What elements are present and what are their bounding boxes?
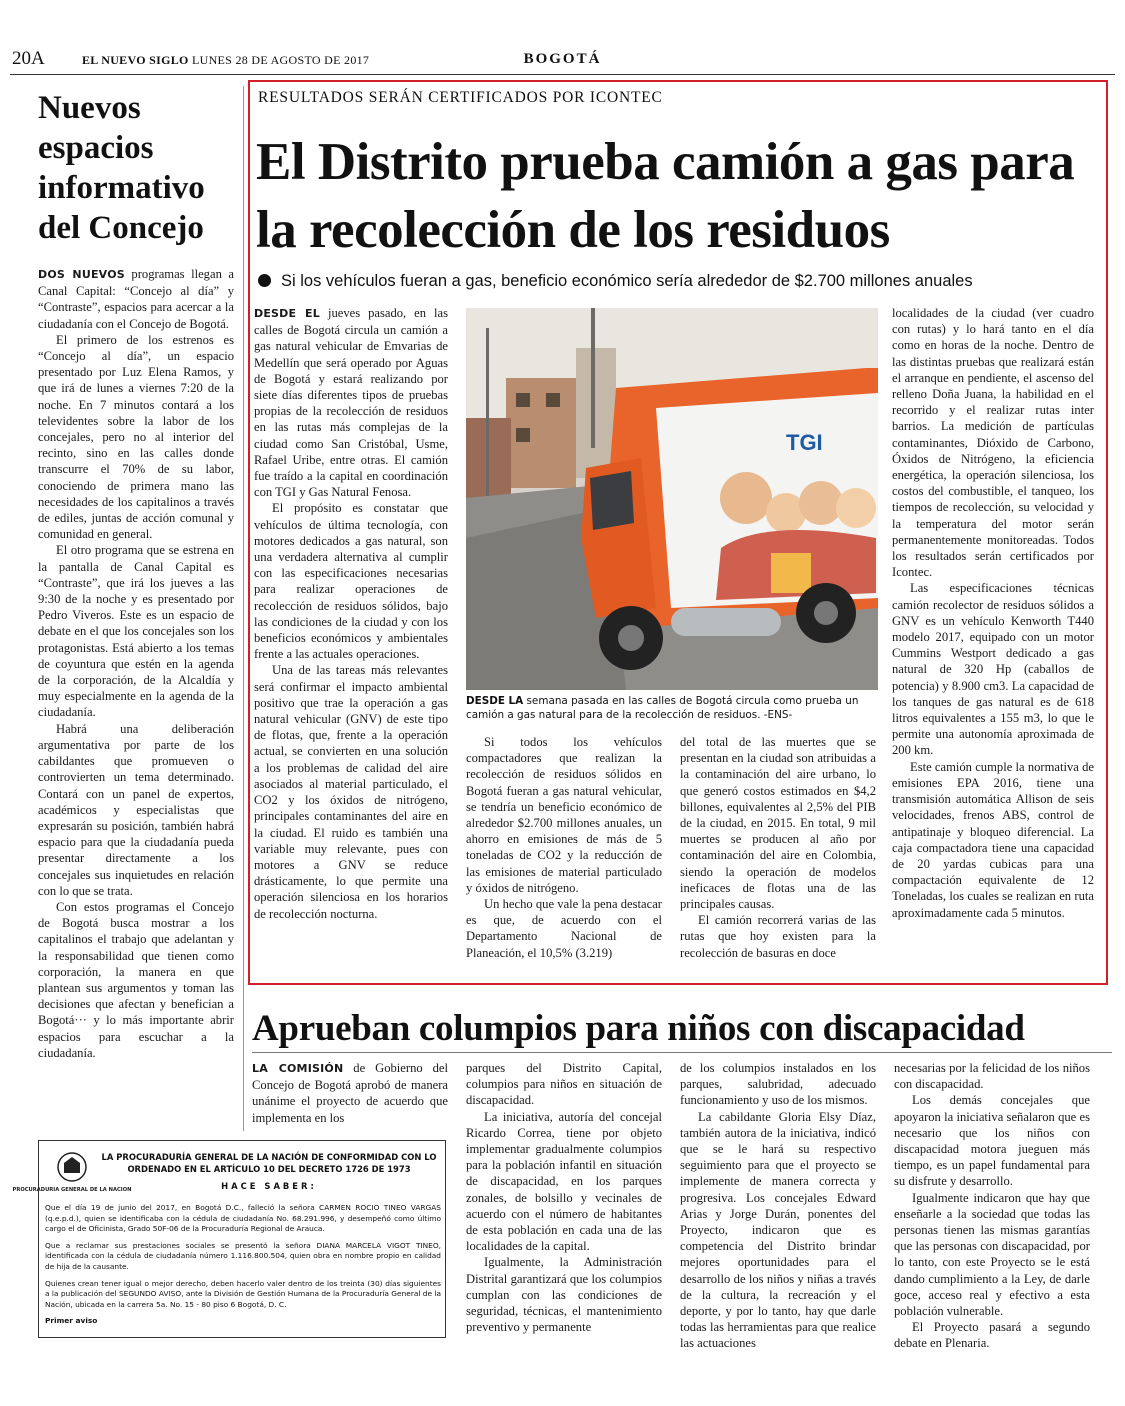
article-paragraph: DESDE EL jueves pasado, en las calles de Bogotá circula un camión a gas natural vehicular de Emvarias de Medellín que será operado por Aguas de Bogotá y estará realizando por siete días diferentes tipos de pruebas propias de la recolección de residuos en las rutas más complejas de la ciudad como San Cristóbal, Usme, Rafael Uribe, entre otras. El camión fue traído a la capital en coordinación con TGI y Gas Natural Fenosa. xyxy=(254,306,448,500)
article-paragraph: El camión recorrerá varias de las rutas que hoy existen para la recolección de basuras en doce xyxy=(680,913,876,960)
headline-rule xyxy=(252,1052,1112,1053)
legal-notice-title: LA PROCURADURÍA GENERAL DE LA NACIÓN DE CONFORMIDAD CON LO ORDENADO EN EL ARTÍCULO 10 DEL DECRETO 1726 DE 1973 xyxy=(101,1152,437,1174)
left-article-paragraph: DOS NUEVOS programas llegan a Canal Capital: “Concejo al día” y “Contraste”, espacios para acercar a la ciudadanía con el Concejo de Bogotá. xyxy=(38,267,234,331)
article-kicker: RESULTADOS SERÁN CERTIFICADOS POR ICONTEC xyxy=(258,89,663,106)
seal-label: PROCURADURIA GENERAL DE LA NACION xyxy=(12,1187,132,1193)
legal-notice-paragraph: Que el día 19 de junio del 2017, en Bogotá D.C., falleció la señora CARMEN ROCIO TINEO VARGAS (q.e.p.d.), quien se identificaba con la cédula de ciudadanía No. 68.291.996, y desempeñó como último cargo el de Oficinista, Grado 50F-06 de la Procuraduría Regional de Arauca. xyxy=(45,1203,441,1234)
left-article-body xyxy=(38,266,234,1061)
article-paragraph: El propósito es constatar que vehículos de última tecnología, con motores dedicados a gas natural, son una verdadera alternativa al cumplir con las especificaciones necesarias para realizar operaciones de recolección de residuos sólidos, bajo las condiciones de la ciudad y con los beneficios económicos y ambientales frente a las actuales operaciones. xyxy=(254,501,448,662)
legal-notice xyxy=(12,1140,446,1338)
left-article-paragraph: Habrá una deliberación argumentativa por parte de los cabildantes que promueven o controvierten un tema determinado. Contará con un panel de expertos, académicos y especialistas que expresarán su posición, también habrá espacio para que la ciudadanía pueda presentar directamente a los concejales sus inquietudes en relación con lo que se trata. xyxy=(38,721,234,898)
photo-caption: DESDE LA semana pasada en las calles de Bogotá circula como prueba un camión a gas natural para de la recolección de residuos. -ENS- xyxy=(466,695,859,721)
left-article-paragraph: El primero de los estrenos es “Concejo al día”, un espacio presentado por Luz Elena Ramos, y que irá de lunes a viernes 7:20 de la noche. En 7 minutos contará a los televidentes sobre la labor de los concejales, pero no al interior del recinto, sino en las calles donde transcurre el 70% de su labor, conociendo de primera mano las necesidades de los capitalinos a través de ediles, juntas de acción comunal y comunidad en general. xyxy=(38,332,234,542)
garbage-truck-photo xyxy=(466,308,878,690)
article-paragraph: del total de las muertes que se presentan en la ciudad son atribuidas a la contaminación del aire urbano, lo que generó costos estimados en $4,2 billones, equivalentes al 2,5% del PIB de la ciudad, en 2015. En total, 9 mil muertes se producen al año por contaminación del aire en Colombia, siendo la operación de modelos ineficaces de flotas una de las principales causas. xyxy=(680,735,876,912)
main-article-column-3 xyxy=(680,734,876,961)
left-article-title: Nuevos espacios informativo del Concejo xyxy=(38,90,205,246)
issue-date: LUNES 28 DE AGOSTO DE 2017 xyxy=(191,53,370,67)
truck-logo: TGI xyxy=(786,430,823,455)
article-paragraph: LA COMISIÓN de Gobierno del Concejo de Bogotá aprobó de manera unánime el proyecto de acuerdo que implementa en los xyxy=(252,1061,448,1125)
caption-lead: DESDE LA xyxy=(466,695,524,707)
main-article-column-1 xyxy=(254,305,448,922)
main-headline: El Distrito prueba camión a gas para la recolección de los residuos xyxy=(256,133,1075,259)
article-paragraph: Igualmente, la Administración Distrital garantizará que los columpios cumplan con las condiciones de seguridad, técnicas, el mantenimiento preventivo y permanente xyxy=(466,1255,662,1335)
section-title: BOGOTÁ xyxy=(523,51,602,67)
left-article-paragraph: El otro programa que se estrena en la pantalla de Canal Capital es “Contraste”, que irá los jueves a las 9:30 de la noche y es presentado por Pedro Viveros. Este es un espacio de debate en el que los concejales son los protagonistas. Está abierto a los temas de coyuntura que estén en la agenda de la corporación, de la Alcaldía y muy especialmente en la agenda de la ciudadanía. xyxy=(38,543,234,720)
second-headline: Aprueban columpios para niños con discapacidad xyxy=(252,1008,1025,1049)
article-paragraph: El Proyecto pasará a segundo debate en Plenaria. xyxy=(894,1320,1090,1351)
page-number: 20A xyxy=(12,48,45,69)
article-paragraph: parques del Distrito Capital, columpios para niños en situación de discapacidad. xyxy=(466,1061,662,1108)
main-subhead: Si los vehículos fueran a gas, beneficio económico sería alrededor de $2.700 millones anuales xyxy=(258,272,1098,291)
legal-notice-sign: Primer aviso xyxy=(45,1316,98,1326)
second-article-column-4 xyxy=(894,1060,1090,1352)
article-paragraph: de los columpios instalados en los parques, salubridad, adecuado funcionamiento y uso de los mismos. xyxy=(680,1061,876,1108)
column-divider xyxy=(243,86,244,1131)
article-paragraph: necesarias por la felicidad de los niños con discapacidad. xyxy=(894,1061,1090,1092)
legal-notice-body xyxy=(45,1203,441,1333)
article-paragraph: Las especificaciones técnicas camión recolector de residuos sólidos a GNV es un vehículo Kenworth T440 modelo 2017, equipado con un motor Cummins Westport dedicado a gas natural de 320 Hp (caballos de potencia) y 8.900 cm3. La capacidad de los tanques de gas natural es de 618 litros equivalentes a 155 m3, lo que le permite una autonomía aproximada de 200 km. xyxy=(892,581,1094,758)
article-lead: LA COMISIÓN xyxy=(252,1062,344,1075)
second-article-column-3 xyxy=(680,1060,876,1352)
left-article-lead: DOS NUEVOS xyxy=(38,268,125,281)
article-paragraph: Este camión cumple la normativa de emisiones EPA 2016, tiene una transmisión automática Allison de seis velocidades, frenos ABS, control de antipatinaje y bloqueo diferencial. La caja compactadora tiene una capacidad de 20 yardas cubicas para una compactación equivalente de 12 Toneladas, los cuales se realizan en ruta aproximadamente cada 5 minutos. xyxy=(892,759,1094,920)
article-paragraph: La iniciativa, autoría del concejal Ricardo Correa, tiene por objeto implementar gradualmente columpios para la población infantil en situación de discapacidad, en los parques zonales, de bolsillo y vecinales de acuerdo con el número de habitantes de esta población en cada una de las localidades de la capital. xyxy=(466,1109,662,1254)
article-lead: DESDE EL xyxy=(254,307,320,320)
article-paragraph: localidades de la ciudad (ver cuadro con rutas) y lo hará tanto en el día como en horas de la noche. Dentro de las distintas pruebas que realizará están el arranque en pendiente, el ascenso del relleno Doña Juana, la habilidad en el recorrido y el realizar rutas inter barrios. La medición de partículas contaminantes, Dióxido de Carbono, Óxidos de Nitrógeno, la eficiencia energética, la operación silenciosa, los costos del combustible, el tanqueo, los tiempos de recolección, su velocidad y la temperatura del motor serán permanentemente monitoreadas. Todos los resultados serán certificados por Icontec. xyxy=(892,306,1094,580)
truck-photo-illustration xyxy=(466,308,878,690)
article-paragraph: Los demás concejales que apoyaron la iniciativa señalaron que es necesario que los niños con discapacidad motora jueguen más tiempo, es un papel fundamental para su disfrute y desarrollo. xyxy=(894,1093,1090,1189)
article-paragraph: Si todos los vehículos compactadores que realizan la recolección de residuos sólidos en Bogotá fueran a gas natural vehicular, se tendría un beneficio económico de alrededor $2.700 millones anuales, un ahorro en emisiones de más de 5 toneladas de CO2 y la reducción de las emisiones de material particulado y óxidos de nitrógeno. xyxy=(466,735,662,895)
article-paragraph: Igualmente indicaron que hay que enseñarle a la sociedad que todas las personas tienen las mismas garantías que las personas con discapacidad, por lo tanto, con este Proyecto se le está dando cumplimiento a la Ley, de darle goce, acceso real y efectivo a esta población vulnerable. xyxy=(894,1190,1090,1319)
article-paragraph: Una de las tareas más relevantes será confirmar el impacto ambiental positivo que trae la operación a gas natural vehicular (GNV) de este tipo de flotas, que, frente a la operación actual, se convierten en una solución a los problemas de calidad del aire asociados al material particulado, el CO2 y los óxidos de nitrógeno, principales contaminantes del aire en la ciudad. El ruido es también una variable muy relevante, pues con motores a GNV se reduce drásticamente, lo que permite una operación silenciosa en los horarios de recolección nocturna. xyxy=(254,663,448,921)
legal-notice-paragraph: Que a reclamar sus prestaciones sociales se presentó la señora DIANA MARCELA VIGOT TINEO, identificada con la cédula de ciudadanía número 1.116.800.504, quien obra en nombre propio en calidad de hija de la causante. xyxy=(45,1240,441,1271)
legal-notice-hace-saber: HACE SABER: xyxy=(221,1181,317,1191)
bullet-icon xyxy=(258,274,271,287)
second-article-column-1 xyxy=(252,1060,448,1126)
newspaper-name: EL NUEVO SIGLO xyxy=(82,53,189,67)
left-article-paragraph: Con estos programas el Concejo de Bogotá busca mostrar a los capitalinos el trabajo que adelantan y la responsabilidad que tienen como corporación, la manera en que plantean sus argumentos y toman las decisiones que afectan y benefician a Bogotá··· y lo más importante abrir espacios para escuchar a la ciudadanía. xyxy=(38,899,234,1060)
main-article-column-4 xyxy=(892,305,1094,921)
procuraduria-seal-icon xyxy=(12,1149,132,1201)
legal-notice-paragraph: Quienes crean tener igual o mejor derecho, deben hacerlo valer dentro de los treinta (30) días siguientes a la publicación del SEGUNDO AVISO, ante la División de Gestión Humana de la Procuraduría General de la Nación, ubicada en la carrera 5a. No. 15 - 80 piso 6 Bogotá, D. C. xyxy=(45,1278,441,1309)
second-article-column-2 xyxy=(466,1060,662,1335)
article-paragraph: Un hecho que vale la pena destacar es que, de acuerdo con el Departamento Nacional de Planeación, el 10,5% (3.219) xyxy=(466,897,662,960)
header-rule xyxy=(10,74,1115,75)
main-article-column-2 xyxy=(466,734,662,961)
article-paragraph: La cabildante Gloria Elsy Díaz, también autora de la iniciativa, indicó que se le hará su respectivo seguimiento para que el proyecto se implemente de manera correcta y progresiva. Los concejales Edward Arias y Jorge Durán, ponentes del Proyecto, indicaron que es competencia del Distrito brindar mejores oportunidades para el desarrollo de los niños y niñas a través de la cultura, la recreación y el deporte, y por lo tanto, hay que darle todas las herramientas para que realice las actuaciones xyxy=(680,1109,876,1351)
